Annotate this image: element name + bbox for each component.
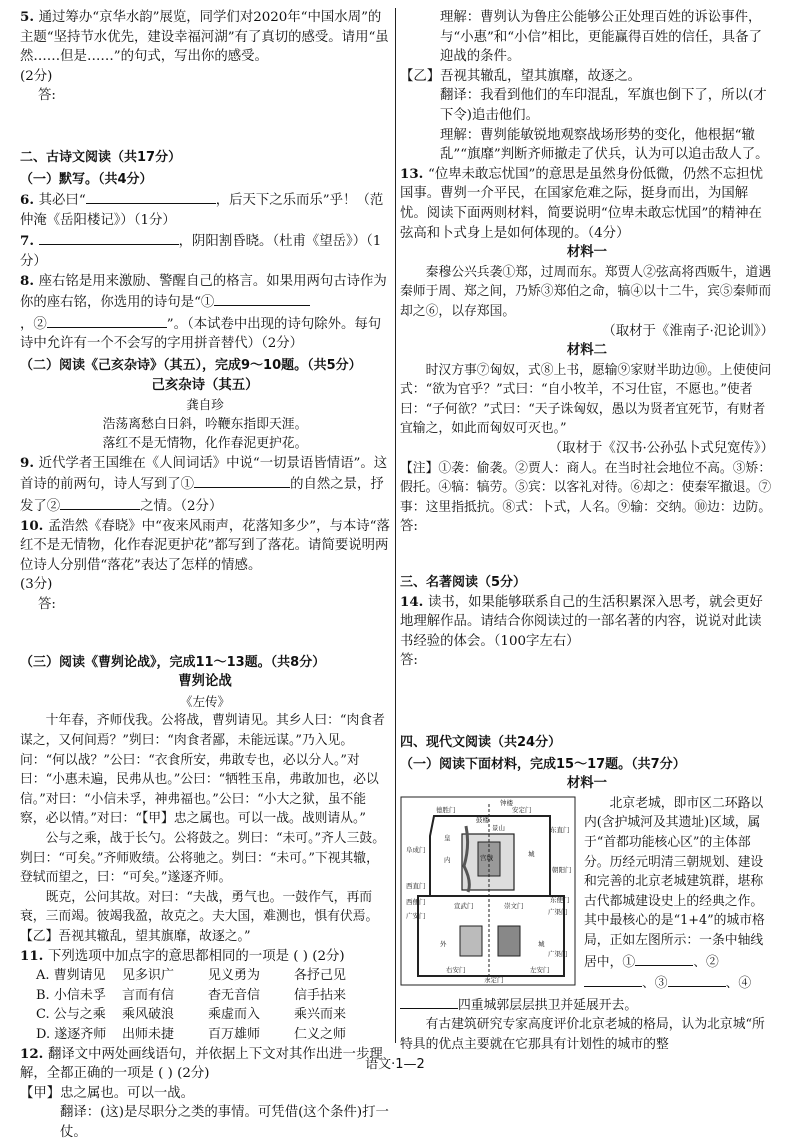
q11-option-word: 见多识广 — [122, 968, 175, 984]
q5-score: (2分) — [20, 68, 53, 84]
classical-paragraph-1: 十年春，齐师伐我。公将战，曹刿请见。其乡人曰：“肉食者谋之，又何间焉？”刿曰：“肉食者鄙，未能远谋。”乃入见。问：“何以战？”公曰：“衣食所安，弗敢专也，必以分人。”对曰：“小惠未遍，民弗从也。”公曰：“牺牲玉帛，弗敢加也，必以信。”对曰：“小信未孚，神弗福也。”公曰：“小大之狱，虽不能察，必以情。”对曰：“【甲】忠之属也。可以一战。战则请从。” — [20, 713, 385, 827]
answer-space — [20, 106, 390, 146]
map-label: 钟楼 — [500, 798, 513, 807]
q7-blank[interactable] — [39, 230, 179, 245]
map-label: 城 — [538, 939, 545, 948]
answer-space — [20, 615, 390, 651]
q9-text-a: 近代学者王国维在《人间词话》中说“一切景语皆情语”。这首诗的前两句，诗人写到了① — [20, 455, 388, 493]
map-label: 内 — [444, 855, 451, 864]
m3-text-5: 四重城郭层层拱卫并延展开去。 — [458, 997, 638, 1013]
map-label: 西便门 — [406, 897, 426, 906]
subsection-dictation-heading: （一）默写。（共4分） — [20, 171, 153, 187]
q11-option-word: 言而有信 — [122, 987, 175, 1003]
answer-space — [400, 671, 774, 731]
q9-text-c: 之情。（2分） — [140, 499, 223, 515]
subsection-poem-heading: （二）阅读《己亥杂诗》（其五），完成9～10题。（共5分） — [20, 357, 362, 373]
map-label: 景山 — [492, 823, 505, 832]
map-label: 东便门 — [550, 895, 570, 904]
q8-text-a: 座右铭是用来激励、警醒自己的格言。如果用两句古诗作为你的座右铭，你选用的诗句是“① — [20, 273, 387, 311]
map-label: 宣武门 — [454, 901, 474, 910]
map-label: 西直门 — [406, 881, 426, 890]
q9-text-b: 的自然之景，抒发了② — [20, 477, 384, 515]
q6-blank[interactable] — [86, 189, 216, 204]
classical-paragraph-3: 既克，公问其故。对曰：“夫战，勇气也。一鼓作气，再而衰，三而竭。彼竭我盈，故克之。夫大国，难测也，惧有伏焉。【乙】吾视其辙乱，望其旗靡，故逐之。” — [20, 889, 379, 944]
map-label: 左安门 — [530, 965, 550, 974]
subsection-modern-heading: （一）阅读下面材料，完成15～17题。（共7分） — [400, 756, 686, 772]
q10-score: (3分) — [20, 577, 53, 593]
map-label: 鼓楼 — [476, 815, 489, 824]
m3-text-2: 、② — [693, 954, 719, 970]
material-2-source: （取材于《汉书·公孙弘卜式兒宽传》） — [548, 441, 774, 457]
q13-answer-label: 答: — [400, 519, 418, 535]
m3-blank-2[interactable] — [584, 972, 642, 987]
map-label: 广渠门 — [548, 949, 568, 958]
question-9: 9. 近代学者王国维在《人间词话》中说“一切景语皆情语”。这首诗的前两句，诗人写到了① 的自然之景，抒发了② 之情。（2分） — [20, 454, 388, 515]
question-8: 8. 座右铭是用来激励、警醒自己的格言。如果用两句古诗作为你的座右铭，你选用的诗句是“① ，② ”。（本试卷中出现的诗句除外。每句诗中允许有一个不会写的字用拼音替代）（2分） — [20, 272, 387, 352]
map-label: 安定门 — [512, 805, 532, 814]
poem-line-1: 浩荡离愁白日斜，吟鞭东指即天涯。 — [102, 416, 308, 432]
q11-answer-paren[interactable]: ( ) — [293, 948, 308, 964]
q8-blank-1[interactable] — [214, 291, 310, 306]
q9-blank-2[interactable] — [60, 495, 140, 510]
poem-line-2: 落红不是无情物，化作春泥更护花。 — [102, 436, 308, 452]
q11-option-word: 乘兴而来 — [294, 1007, 347, 1023]
material-1-source: （取材于《淮南子·氾论训》） — [602, 323, 774, 339]
question-10: 10. 孟浩然《春晓》中“夜来风雨声，花落知多少”，与本诗“落红不是无情物，化作春泥更护花”都写到了落花。请简要说明两位诗人分别借“落花”表达了怎样的情感。 (3分) 答: — [20, 517, 390, 613]
map-label: 外 — [440, 939, 447, 948]
map-label: 广安门 — [406, 911, 426, 920]
q12-jia-translation: 翻译：(这)是尽职分之类的事情。可凭借(这个条件)打一仗。 — [60, 1105, 389, 1140]
q12-yi-translation: 翻译：我看到他们的车印混乱，军旗也倒下了，所以(才下令)追击他们。 — [440, 88, 767, 123]
m3-blank-1[interactable] — [635, 951, 693, 966]
m3-blank-3[interactable] — [668, 972, 726, 987]
q11-option-label[interactable]: A. 曹刿请见 — [36, 968, 106, 984]
poem-author: 龚自珍 — [186, 397, 224, 413]
q14-answer-label: 答: — [400, 653, 418, 669]
classical-paragraph-2: 公与之乘，战于长勺。公将鼓之。刿曰：“未可。”齐人三鼓。刿曰：“可矣。”齐师败绩。公将驰之。刿曰：“未可。”下视其辙，登轼而望之，曰：“可矣。”遂逐齐师。 — [20, 830, 385, 886]
question-5: 5. 通过筹办“京华水韵”展览，同学们对2020年“中国水周”的主题“坚持节水优先，建设幸福河湖”有了真切的感受。请用“虽然……但是……”的句式，写出你的感受。 (2分) 答: — [20, 9, 389, 104]
map-label: 右安门 — [446, 965, 466, 974]
right-column — [400, 8, 774, 1055]
q11-option-word: 乘虚而入 — [208, 1007, 261, 1023]
subsection-classical-heading: （三）阅读《曹刿论战》，完成11～13题。（共8分） — [20, 654, 326, 670]
left-column — [20, 8, 390, 1142]
answer-space — [400, 537, 774, 571]
q11-option-word: 见义勇为 — [208, 968, 261, 984]
q12-answer-paren[interactable]: ( ) — [158, 1066, 173, 1082]
classical-title: 曹刿论战 — [178, 674, 232, 690]
material-1-title: 材料一 — [566, 245, 608, 261]
q11-option-label[interactable]: B. 小信未孚 — [36, 987, 106, 1003]
map-label: 皇 — [444, 833, 451, 842]
material-2-title: 材料二 — [566, 343, 608, 359]
column-divider — [395, 8, 396, 1043]
m3-text-1: 北京老城，即市区二环路以内(含护城河及其遗址)区域，属于“首都功能核心区”的主体部分。历经元明清三朝规划、建设和完善的北京老城建筑群，堪称古代都城建设史上的经典之作。其中最核心的是“1+4”的城市格局，正如左图所示：一条中轴线居中，① — [584, 795, 765, 970]
city-map-figure — [400, 796, 576, 986]
q12-yi-understanding: 理解：曹刿能敏锐地观察战场形势的变化，他根据“辙乱”“旗靡”判断齐师撤走了伏兵，认为可以追击敌人了。 — [440, 127, 769, 163]
q11-option-word: 出师未捷 — [122, 1026, 175, 1042]
q6-text-a: 其必曰“ — [38, 193, 86, 209]
q8-text-b: ，② — [20, 316, 47, 332]
q5-answer-label: 答: — [38, 88, 56, 104]
material-3-paragraph-2: 有古建筑研究专家高度评价北京老城的格局，认为北京城“所特具的优点主要就在它那具有计划性的城市的整 — [400, 1017, 765, 1052]
material-2-text: 时汉方事⑦匈奴，式⑧上书，愿输⑨家财半助边⑩。上使使问式：“欲为官乎？”式曰：“自小牧羊，不习仕宦，不愿也。”使者曰：“子何欲？”式曰：“天子诛匈奴，愚以为贤者宜死节，有财者宜输之，如此而匈奴可灭也。” — [400, 362, 772, 437]
q11-option-word: 乘风破浪 — [122, 1007, 175, 1023]
map-label: 东直门 — [550, 825, 570, 834]
section-4-heading: 四、现代文阅读（共24分） — [400, 735, 562, 750]
question-12: 12. 翻译文中两处画线语句，并依据上下文对其作出进一步理解，全都正确的一项是 ( ) (2分) — [20, 1045, 383, 1082]
q12-score: (2分) — [177, 1066, 210, 1082]
q12-jia-sentence: 【甲】忠之属也。可以一战。 — [20, 1085, 195, 1101]
map-label: 宫城 — [480, 853, 493, 862]
q10-answer-label: 答: — [38, 597, 56, 613]
q8-blank-2[interactable] — [47, 313, 167, 328]
section-2-heading: 二、古诗文阅读（共17分） — [20, 149, 182, 165]
classical-source: 《左传》 — [179, 693, 230, 709]
q6-text-b: ，后天下之乐而乐”乎！（范仲淹《岳阳楼记》）（1分） — [20, 193, 384, 228]
q11-option-word: 各抒己见 — [294, 968, 347, 984]
q10-text: 孟浩然《春晓》中“夜来风雨声，花落知多少”，与本诗“落红不是无情物，化作春泥更护花”都写到了落花。请简要说明两位诗人分别借“落花”表达了怎样的情感。 — [20, 518, 390, 573]
q11-option-label[interactable]: C. 公与之乘 — [36, 1007, 106, 1023]
q11-score: (2分) — [312, 948, 345, 964]
q12-jia-understanding: 理解：曹刿认为鲁庄公能够公正处理百姓的诉讼事件，与“小惠”和“小信”相比，更能赢得百姓的信任，具备了迎战的条件。 — [440, 10, 762, 65]
page-footer: 语文·1—2 — [365, 1057, 425, 1072]
q8-text-c: ”。（本试卷中出现的诗句除外。每句诗中允许有一个不会写的字用拼音替代）（2分） — [20, 316, 382, 352]
q12-text: 翻译文中两处画线语句，并依据上下文对其作出进一步理解，全都正确的一项是 — [20, 1046, 383, 1082]
q7-text: ，阴阳割昏晓。（杜甫《望岳》）（1分） — [20, 234, 382, 269]
poem-title: 己亥杂诗（其五） — [151, 377, 259, 393]
material-1-text: 秦穆公兴兵袭①郑，过周而东。郑贾人②弦高将西贩牛，道遇秦师于周、郑之间，乃矫③郑伯之命，犒④以十二牛，宾⑤秦师而却之⑥，以存郑国。 — [400, 264, 772, 319]
q11-option-word: 信手拈来 — [294, 987, 347, 1003]
m3-blank-4[interactable] — [400, 994, 458, 1009]
question-13: 13. “位卑未敢忘忧国”的意思是虽然身份低微，仍然不忘担忧国事。曹刿一介平民，在国家危难之际，挺身而出，为国解忧。阅读下面两则材料，简要说明“位卑未敢忘忧国”的精神在弦高和卜式身上是如何体现的。（4分） — [400, 165, 764, 241]
q11-option-word: 百万雄师 — [208, 1026, 261, 1042]
map-label: 永定门 — [484, 975, 504, 984]
q11-text: 下列选项中加点字的意思都相同的一项是 — [47, 948, 289, 964]
q11-option-word: 仁义之师 — [294, 1026, 347, 1042]
annotation-notes: 【注】①袭：偷袭。②贾人：商人。在当时社会地位不高。③矫：假托。④犒：犒劳。⑤宾：以客礼对待。⑥却之：使秦军撤退。⑦事：这里指抵抗。⑧式：卜式，人名。⑨输：交纳。⑩边：边防。 — [400, 460, 772, 515]
q11-option-word: 杳无音信 — [208, 987, 261, 1003]
beijing-city-map — [400, 796, 576, 986]
q9-blank-1[interactable] — [194, 473, 290, 488]
q11-option-label[interactable]: D. 遂逐齐师 — [36, 1026, 107, 1042]
map-label: 广渠门 — [548, 907, 568, 916]
question-14: 14. 读书，如果能够联系自己的生活积累深入思考，就会更好地理解作品。请结合你阅读过的一部名著的内容，说说对此读书经验的体会。（100字左右） — [400, 593, 763, 649]
question-7: 7. ，阴阳割昏晓。（杜甫《望岳》）（1分） — [20, 230, 390, 271]
q11-options — [20, 966, 390, 1044]
map-label: 德胜门 — [436, 805, 456, 814]
map-label: 崇文门 — [504, 901, 524, 910]
question-11: 11. 下列选项中加点字的意思都相同的一项是 ( ) (2分) — [20, 947, 345, 964]
m3-text-3: 、③ — [642, 976, 668, 992]
section-3-heading: 三、名著阅读（5分） — [400, 575, 527, 591]
question-6: 6. 其必曰“ ，后天下之乐而乐”乎！（范仲淹《岳阳楼记》）（1分） — [20, 189, 390, 230]
material-3-title: 材料一 — [566, 776, 608, 792]
q14-text: 读书，如果能够联系自己的生活积累深入思考，就会更好地理解作品。请结合你阅读过的一部名著的内容，说说对此读书经验的体会。（100字左右） — [400, 594, 763, 649]
map-label: 朝阳门 — [552, 865, 572, 874]
map-label: 阜成门 — [406, 845, 426, 854]
q12-yi-sentence: 【乙】吾视其辙乱，望其旗靡，故逐之。 — [400, 68, 642, 84]
q5-text: 通过筹办“京华水韵”展览，同学们对2020年“中国水周”的主题“坚持节水优先，建设幸福河湖”有了真切的感受。请用“虽然……但是……”的句式，写出你的感受。 — [20, 10, 389, 65]
m3-text-4: 、④ — [725, 976, 752, 992]
map-label: 城 — [528, 849, 535, 858]
q13-text: “位卑未敢忘忧国”的意思是虽然身份低微，仍然不忘担忧国事。曹刿一介平民，在国家危难之际，挺身而出，为国解忧。阅读下面两则材料，简要说明“位卑未敢忘忧国”的精神在弦高和卜式身上是如何体现的。（4分） — [400, 166, 764, 241]
